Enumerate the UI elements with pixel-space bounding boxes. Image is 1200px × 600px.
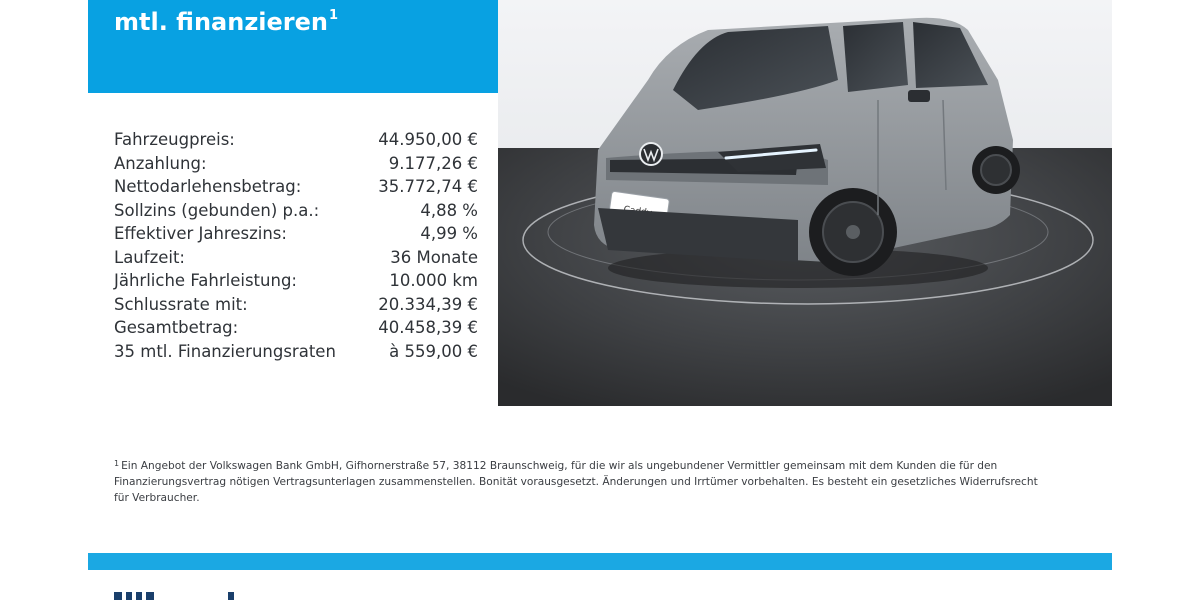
- detail-value: 40.458,39 €: [378, 318, 478, 337]
- dealer-logo: [114, 592, 238, 600]
- detail-row: [114, 316, 478, 340]
- footnote-marker: 1: [114, 459, 120, 468]
- detail-row: [114, 340, 478, 364]
- detail-row: [114, 199, 478, 223]
- detail-value: 36 Monate: [390, 247, 478, 267]
- detail-row: [114, 269, 478, 293]
- vehicle-photo: [498, 0, 1112, 406]
- detail-row: [114, 128, 478, 152]
- detail-label: 35 mtl. Finanzierungsraten: [114, 341, 336, 361]
- footnote-marker: 1: [329, 8, 339, 23]
- detail-label: Gesamtbetrag:: [114, 318, 239, 337]
- header-banner: [88, 0, 498, 93]
- financing-details: [114, 128, 478, 363]
- detail-label: Nettodarlehensbetrag:: [114, 177, 302, 196]
- detail-value: 4,88 %: [420, 200, 478, 220]
- detail-row: [114, 152, 478, 176]
- detail-row: [114, 293, 478, 317]
- detail-label: Fahrzeugpreis:: [114, 130, 235, 149]
- page-title: [114, 8, 338, 36]
- detail-value: 4,99 %: [420, 224, 478, 243]
- detail-row: [114, 175, 478, 199]
- detail-row: [114, 222, 478, 246]
- detail-value: à 559,00 €: [389, 341, 478, 361]
- detail-label: Laufzeit:: [114, 247, 185, 267]
- page-title-text: mtl. finanzieren: [114, 8, 329, 36]
- detail-label: Sollzins (gebunden) p.a.:: [114, 200, 320, 220]
- detail-row: [114, 246, 478, 270]
- detail-value: 20.334,39 €: [378, 294, 478, 314]
- legal-footnote: [114, 456, 1054, 506]
- detail-label: Anzahlung:: [114, 153, 207, 173]
- detail-value: 35.772,74 €: [378, 177, 478, 196]
- footnote-text: Ein Angebot der Volkswagen Bank GmbH, Gifhornerstraße 57, 38112 Braunschweig, für die wir als ungebundener Vermittler gemeinsam mit dem Kunden die für den Finanzierungsvertrag nötigen Vertragsunterlagen zusammenstellen. Bonität vorausgesetzt. Änderungen und Irrtümer vorbehalten. Es besteht ein gesetzliches Widerrufsrecht für Verbraucher.: [114, 460, 1038, 504]
- detail-label: Effektiver Jahreszins:: [114, 224, 287, 243]
- detail-value: 44.950,00 €: [378, 130, 478, 149]
- footer-bar: [88, 553, 1112, 570]
- detail-label: Schlussrate mit:: [114, 294, 248, 314]
- vehicle-illustration: [498, 0, 1112, 406]
- detail-value: 10.000 km: [389, 271, 478, 290]
- detail-label: Jährliche Fahrleistung:: [114, 271, 297, 290]
- detail-value: 9.177,26 €: [388, 153, 478, 173]
